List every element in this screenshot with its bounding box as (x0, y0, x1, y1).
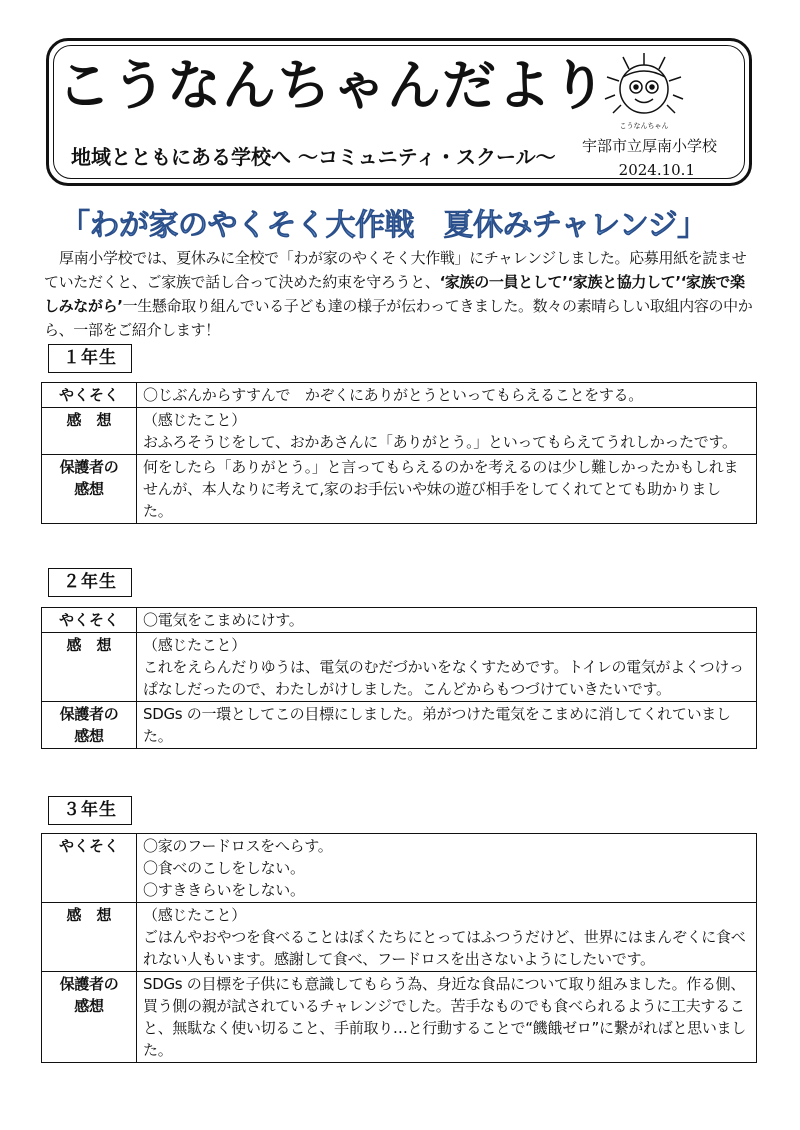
impression-label: 感 想 (42, 408, 137, 455)
mascot-icon (603, 49, 685, 131)
grade-2-promise: 〇電気をこまめにけす。 (137, 608, 757, 633)
intro-text-1: 厚南小学校では、夏休みに全校で「わが家のやくそく大作戦」にチャレンジしました。応募用紙を読ませていただくと、ご家族で話し合って決めた約束を守ろうと、 (44, 249, 747, 291)
newsletter-title: こうなんちゃんだより (57, 54, 607, 117)
guardian-label: 保護者の 感想 (42, 702, 137, 749)
table-row (42, 608, 757, 633)
table-row (42, 408, 757, 455)
intro-bold: ‘家族の一員として’‘家族と協力して’‘家族で楽しみながら’ (44, 273, 745, 315)
guardian-label: 保護者の 感想 (42, 455, 137, 524)
school-name: 宇部市立厚南小学校 (581, 137, 717, 155)
masthead (46, 38, 752, 186)
grade-3-table (41, 833, 757, 1063)
promise-label: やくそく (42, 608, 137, 633)
guardian-label: 保護者の 感想 (42, 972, 137, 1063)
table-row (42, 633, 757, 702)
grade-1-promise: 〇じぶんからすすんで かぞくにありがとうといってもらえることをする。 (137, 383, 757, 408)
table-row (42, 702, 757, 749)
mascot-caption: こうなんちゃん (619, 122, 669, 130)
grade-1-guardian: 何をしたら「ありがとう。」と言ってもらえるのかを考えるのは少し難しかったかもしれませんが、本人なりに考えて,家のお手伝いや妹の遊び相手をしてくれてとても助かりました。 (137, 455, 757, 524)
grade-3-guardian: SDGs の目標を子供にも意識してもらう為、身近な食品について取り組みました。作る側、買う側の親が試されているチャレンジでした。苦手なものでも食べられるように工夫すること、無駄なく使い切ること、手前取り…と行動することで“饑餓ゼロ”に繋がればと思いました。 (137, 972, 757, 1063)
grade-2-impression: （感じたこと） これをえらんだりゆうは、電気のむだづかいをなくすためです。トイレの電気がよくつけっぱなしだったので、わたしがけしました。こんどからもつづけていきたいです。 (137, 633, 757, 702)
table-row (42, 834, 757, 903)
promise-label: やくそく (42, 834, 137, 903)
grade-2-table (41, 607, 757, 749)
table-row (42, 383, 757, 408)
grade-3-label: ３年生 (48, 796, 132, 825)
grade-1-label: １年生 (48, 344, 132, 373)
table-row (42, 455, 757, 524)
grade-2-guardian: SDGs の一環としてこの目標にしました。弟がつけた電気をこまめに消してくれていました。 (137, 702, 757, 749)
impression-label: 感 想 (42, 633, 137, 702)
headline: 「わが家のやくそく大作戦 夏休みチャレンジ」 (60, 208, 707, 243)
impression-label: 感 想 (42, 903, 137, 972)
grade-2-label: ２年生 (48, 568, 132, 597)
issue-date: 2024.10.1 (618, 161, 695, 179)
intro-paragraph (44, 246, 756, 342)
newsletter-subtitle: 地域とともにある学校へ ～コミュニティ・スクール～ (71, 145, 556, 169)
promise-label: やくそく (42, 383, 137, 408)
table-row (42, 903, 757, 972)
intro-text-2: 一生懸命取り組んでいる子ども達の様子が伝わってきました。数々の素晴らしい取組内容の中から、一部をご紹介します！ (44, 297, 753, 339)
table-row (42, 972, 757, 1063)
grade-3-impression: （感じたこと） ごはんやおやつを食べることはぼくたちにとってはふつうだけど、世界にはまんぞくに食べれない人もいます。感謝して食べ、フードロスを出さないようにしたいです。 (137, 903, 757, 972)
grade-1-table (41, 382, 757, 524)
grade-3-promise: 〇家のフードロスをへらす。 〇食べのこしをしない。 〇すききらいをしない。 (137, 834, 757, 903)
grade-1-impression: （感じたこと） おふろそうじをして、おかあさんに「ありがとう。」といってもらえてうれしかったです。 (137, 408, 757, 455)
